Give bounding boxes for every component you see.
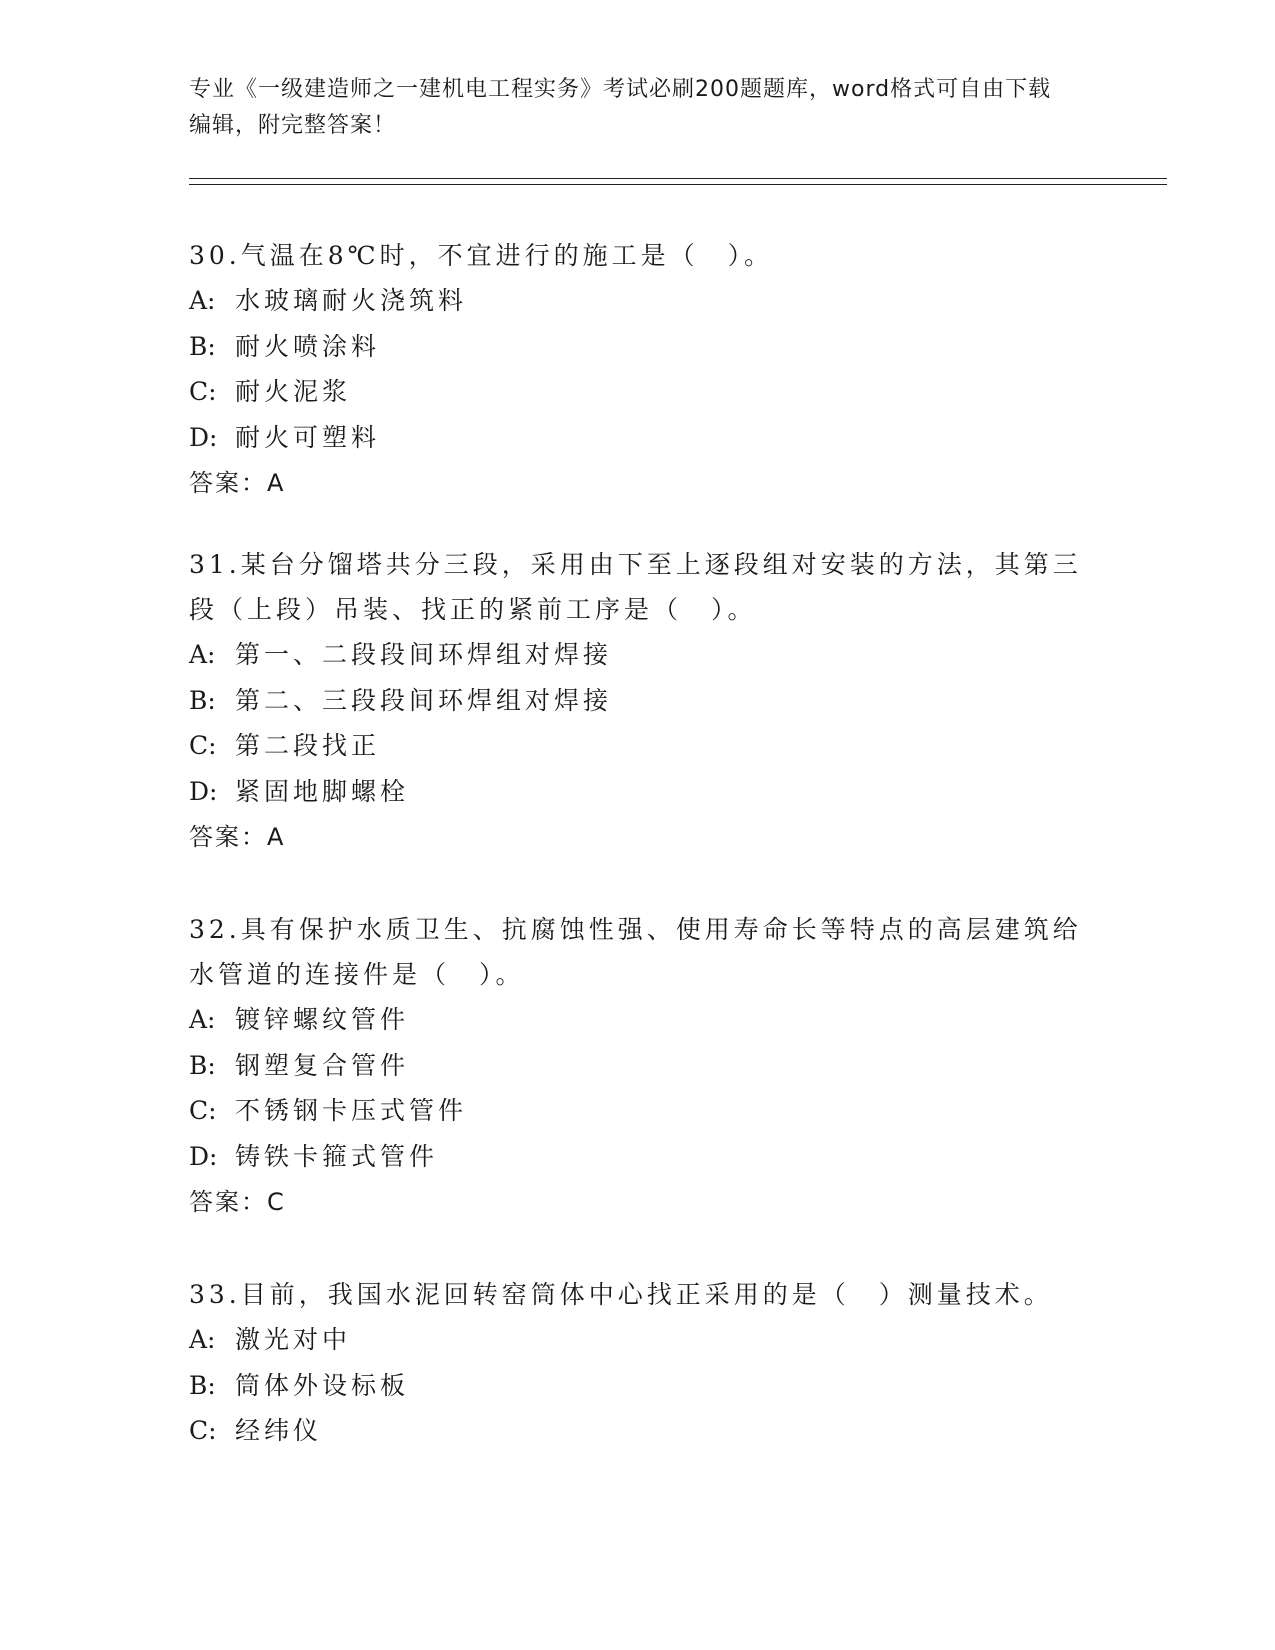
option-text: 水玻璃耐火浇筑料 [235,286,468,315]
option-text: 镀锌螺纹管件 [235,1005,410,1034]
option-c [189,723,1089,769]
option-text: 耐火泥浆 [235,377,352,406]
option-text: 第一、二段段间环焊组对焊接 [235,640,613,669]
option-text: 紧固地脚螺栓 [235,776,410,806]
question-30 [189,233,1089,506]
option-text: 激光对中 [235,1325,352,1354]
question-stem: 31.某台分馏塔共分三段，采用由下至上逐段组对安装的方法，其第三段（上段）吊装、找正的紧前工序是（ ）。 [189,550,1082,624]
question-stem: 33.目前，我国水泥回转窑筒体中心找正采用的是（ ）测量技术。 [189,1280,1053,1309]
question-stem: 30.气温在8℃时，不宜进行的施工是（ ）。 [189,241,774,270]
question-31 [189,542,1089,860]
option-letter: B: [189,1050,216,1080]
option-text: 铸铁卡箍式管件 [235,1141,439,1171]
option-a [189,278,1089,324]
option-letter: B: [189,1370,216,1400]
option-text: 第二段找正 [235,731,381,760]
question-stem: 32.具有保护水质卫生、抗腐蚀性强、使用寿命长等特点的高层建筑给水管道的连接件是（ ）。 [189,915,1082,989]
option-d [189,769,1089,815]
option-b [189,678,1089,724]
question-33 [189,1272,1089,1454]
option-text: 筒体外设标板 [235,1370,410,1400]
option-d [189,415,1089,461]
option-letter: A: [189,286,216,315]
option-a [189,997,1089,1043]
option-c [189,1408,1089,1454]
option-letter: C: [189,1096,217,1125]
option-letter: C: [189,1416,217,1445]
option-letter: C: [189,377,217,406]
option-letter: D: [189,1141,218,1171]
answer-label: 答案：A [189,469,286,497]
option-c [189,369,1089,415]
option-text: 耐火可塑料 [235,422,381,452]
option-d [189,1134,1089,1180]
option-text: 钢塑复合管件 [235,1050,410,1080]
option-letter: C: [189,731,217,760]
document-header: 专业《一级建造师之一建机电工程实务》考试必刷200题题库，word格式可自由下载编辑，附完整答案！ [189,77,1052,138]
question-32 [189,907,1089,1225]
option-letter: D: [189,422,218,452]
option-text: 经纬仪 [235,1416,323,1445]
option-letter: B: [189,685,216,715]
option-letter: A: [189,1325,216,1354]
option-b [189,1043,1089,1089]
answer-label: 答案：C [189,1188,286,1216]
answer-label: 答案：A [189,823,286,851]
header-divider-bottom [189,184,1167,185]
option-text: 第二、三段段间环焊组对焊接 [235,685,613,715]
header-divider-top [189,178,1167,179]
option-a [189,632,1089,678]
option-b [189,324,1089,370]
option-letter: A: [189,640,216,669]
option-letter: D: [189,776,218,806]
option-b [189,1363,1089,1409]
option-a [189,1317,1089,1363]
option-text: 耐火喷涂料 [235,331,381,361]
option-letter: B: [189,331,216,361]
option-text: 不锈钢卡压式管件 [235,1096,468,1125]
option-c [189,1088,1089,1134]
option-letter: A: [189,1005,216,1034]
